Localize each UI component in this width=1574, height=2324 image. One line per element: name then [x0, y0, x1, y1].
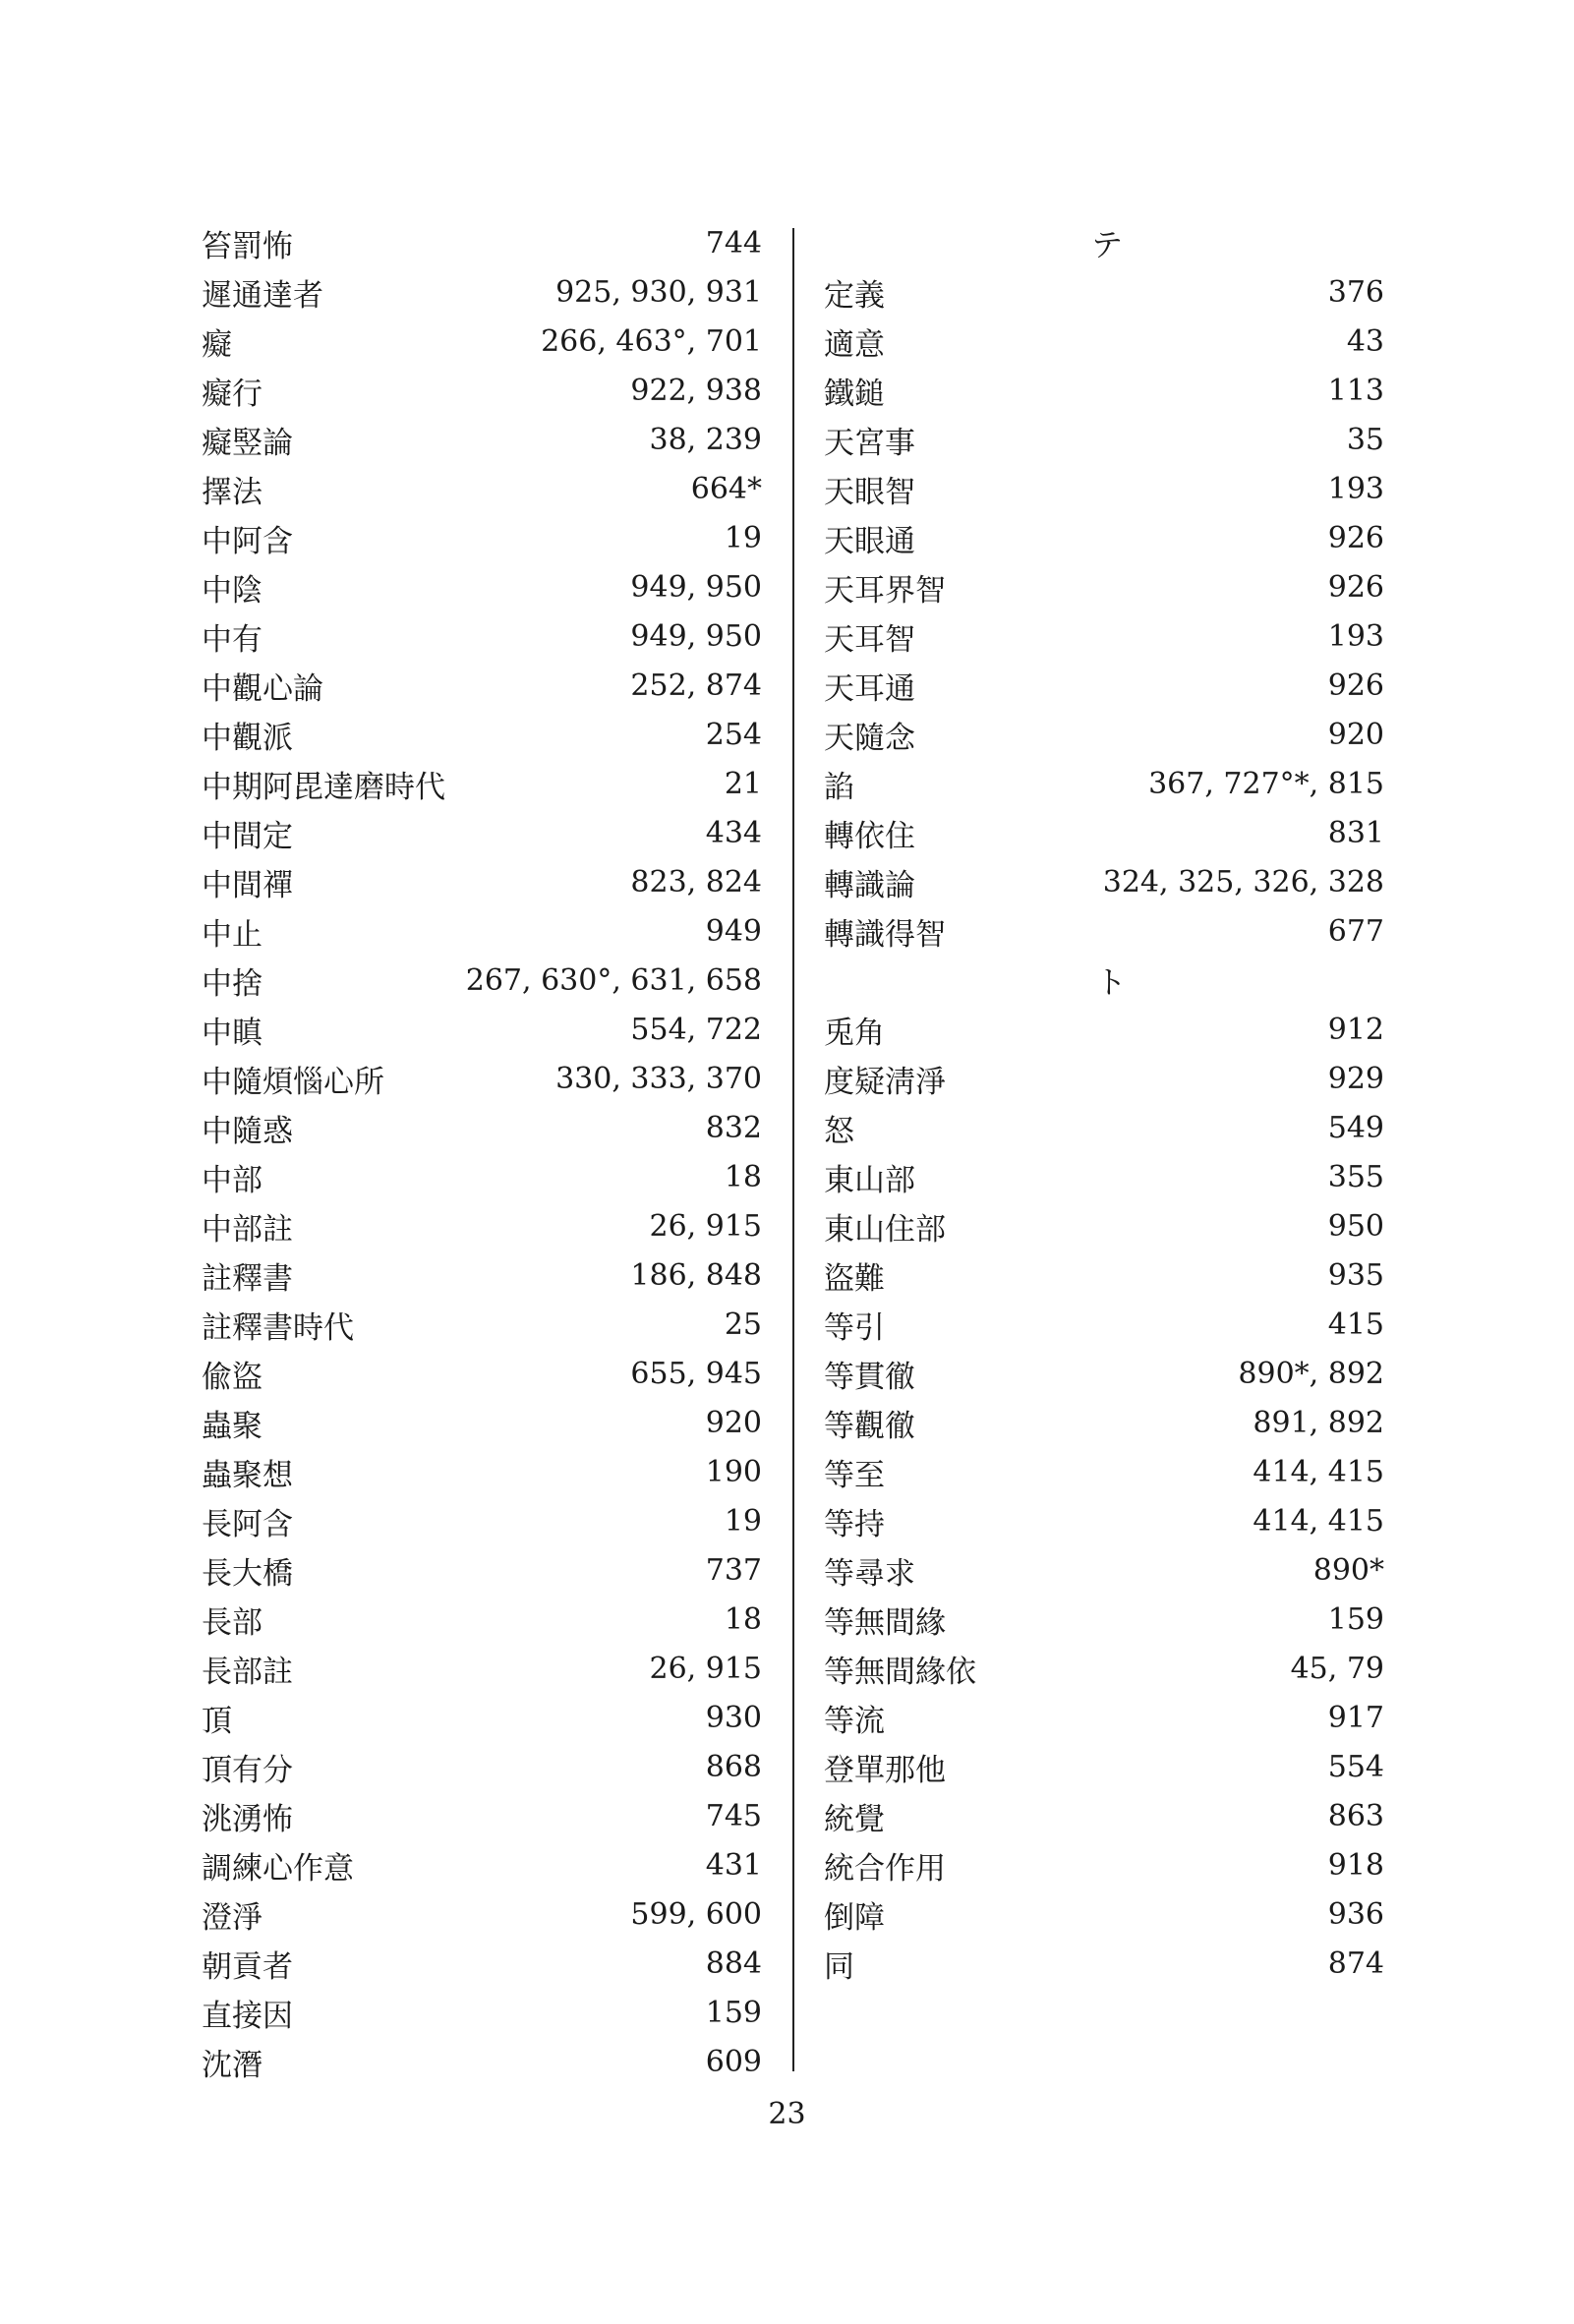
index-entry: [202, 1742, 762, 1791]
index-term: 度疑淸淨: [824, 1064, 946, 1100]
index-term: 等貫徹: [824, 1359, 915, 1395]
index-term: 盜難: [824, 1260, 885, 1297]
index-term: 直接因: [202, 1998, 293, 2034]
index-entry: [824, 1447, 1384, 1496]
index-term: 怒: [824, 1113, 854, 1149]
index-term: 中期阿毘達磨時代: [202, 769, 445, 805]
page-reference: 655, 945: [630, 1356, 762, 1391]
index-term: 統覺: [824, 1801, 885, 1837]
page-reference: 917: [1327, 1700, 1384, 1735]
index-term: 等無間緣依: [824, 1654, 976, 1690]
index-term: 鐵鎚: [824, 376, 885, 412]
index-entry: [824, 1496, 1384, 1545]
index-entry: [824, 415, 1384, 464]
index-term: 天耳通: [824, 670, 915, 707]
index-term: 轉識得智: [824, 916, 946, 953]
section-te-entries: [824, 267, 1384, 956]
page-reference: 936: [1327, 1896, 1384, 1932]
index-entry: [202, 1889, 762, 1939]
index-term: 天耳智: [824, 621, 915, 658]
page-reference: 912: [1327, 1012, 1384, 1047]
index-entry: [202, 1988, 762, 2037]
index-term: 長大橋: [202, 1555, 293, 1592]
page-reference: 925, 930, 931: [555, 274, 762, 310]
index-term: 中止: [202, 916, 262, 953]
page-reference: 38, 239: [649, 422, 762, 457]
page-reference: 19: [724, 1503, 762, 1539]
index-entry: [202, 1103, 762, 1152]
page-reference: 113: [1327, 373, 1384, 408]
page-reference: 920: [705, 1405, 762, 1440]
index-term: 頂有分: [202, 1752, 293, 1788]
index-entry: [202, 317, 762, 366]
index-term: 澄淨: [202, 1899, 262, 1936]
index-term: 中有: [202, 621, 262, 658]
index-entry: [202, 1201, 762, 1250]
page-reference: 926: [1327, 668, 1384, 703]
page-reference: 43: [1346, 323, 1384, 359]
index-term: 沈潛: [202, 2047, 262, 2083]
index-entry: [824, 759, 1384, 808]
index-term: 中間禪: [202, 867, 293, 903]
page-reference: 949: [705, 913, 762, 949]
section-to-entries: [824, 1005, 1384, 1988]
page-reference: 949, 950: [630, 618, 762, 654]
index-entry: [824, 1595, 1384, 1644]
page-reference: 376: [1327, 274, 1384, 310]
index-term: 癡竪論: [202, 425, 293, 461]
index-entry: [824, 1840, 1384, 1889]
index-term: 等至: [824, 1457, 885, 1493]
index-term: 洮湧怖: [202, 1801, 293, 1837]
page-reference: 549: [1327, 1110, 1384, 1145]
page-reference: 45, 79: [1290, 1651, 1384, 1686]
page-reference: 918: [1327, 1847, 1384, 1883]
index-term: 轉識論: [824, 867, 915, 903]
page-reference: 926: [1327, 569, 1384, 605]
index-entry: [202, 1939, 762, 1988]
index-term: 蟲聚: [202, 1408, 262, 1444]
page-reference: 434: [705, 815, 762, 850]
index-term: 偸盜: [202, 1359, 262, 1395]
index-entry: [202, 1054, 762, 1103]
index-entry: [202, 1250, 762, 1300]
index-entry: [824, 464, 1384, 513]
index-term: 註釋書: [202, 1260, 293, 1297]
index-entry: [824, 1054, 1384, 1103]
page-reference: 554: [1327, 1749, 1384, 1784]
index-entry: [202, 366, 762, 415]
page-reference: 554, 722: [630, 1012, 762, 1047]
page-reference: 35: [1346, 422, 1384, 457]
page-reference: 190: [705, 1454, 762, 1489]
page-reference: 414, 415: [1253, 1454, 1384, 1489]
page-reference: 890*: [1312, 1552, 1384, 1588]
index-term: 天耳界智: [824, 572, 946, 609]
index-entry: [202, 857, 762, 906]
index-term: 中瞋: [202, 1015, 262, 1051]
index-entry: [824, 1005, 1384, 1054]
index-term: 頂: [202, 1703, 232, 1739]
index-entry: [824, 1201, 1384, 1250]
page-reference: 355: [1327, 1159, 1384, 1194]
left-index-column: [202, 218, 762, 2086]
page-reference: 890*, 892: [1238, 1356, 1384, 1391]
page-reference: 599, 600: [630, 1896, 762, 1932]
page-reference: 949, 950: [630, 569, 762, 605]
index-entry: [824, 661, 1384, 710]
index-term: 癡行: [202, 376, 262, 412]
index-entry: [202, 1398, 762, 1447]
index-term: 等無間緣: [824, 1604, 946, 1641]
index-entry: [202, 1152, 762, 1201]
index-term: 天宮事: [824, 425, 915, 461]
column-divider: [792, 228, 794, 2071]
page-reference: 677: [1327, 913, 1384, 949]
page-reference: 431: [705, 1847, 762, 1883]
index-term: 調練心作意: [202, 1850, 354, 1887]
index-term: 等持: [824, 1506, 885, 1542]
index-entry: [824, 513, 1384, 562]
index-term: 註釋書時代: [202, 1309, 354, 1346]
index-entry: [202, 2037, 762, 2086]
index-term: 中隨惑: [202, 1113, 293, 1149]
page-reference: 26, 915: [649, 1208, 762, 1244]
section-heading-to: ト: [1095, 963, 1128, 1001]
page-reference: 863: [1327, 1798, 1384, 1833]
page-reference: 186, 848: [630, 1257, 762, 1293]
page-reference: 929: [1327, 1061, 1384, 1096]
index-term: 癡: [202, 326, 232, 363]
index-term: 中陰: [202, 572, 262, 609]
page-reference: 744: [705, 225, 762, 261]
index-entry: [824, 808, 1384, 857]
page-reference: 950: [1327, 1208, 1384, 1244]
page-reference: 18: [724, 1159, 762, 1194]
index-entry: [202, 1791, 762, 1840]
index-term: 蟲聚想: [202, 1457, 293, 1493]
page-reference: 267, 630°, 631, 658: [465, 962, 762, 998]
page-reference: 737: [705, 1552, 762, 1588]
index-entry: [824, 1103, 1384, 1152]
index-term: 天隨念: [824, 720, 915, 756]
index-term: 長部: [202, 1604, 262, 1641]
index-term: 天眼通: [824, 523, 915, 559]
page-reference: 193: [1327, 471, 1384, 506]
index-term: 中間定: [202, 818, 293, 854]
index-entry: [202, 1300, 762, 1349]
index-term: 適意: [824, 326, 885, 363]
index-entry: [202, 415, 762, 464]
index-term: 等觀徹: [824, 1408, 915, 1444]
page-reference: 415: [1327, 1307, 1384, 1342]
page-reference: 252, 874: [630, 668, 762, 703]
index-entry: [202, 218, 762, 267]
index-entry: [202, 1496, 762, 1545]
index-term: 天眼智: [824, 474, 915, 510]
index-entry: [202, 1595, 762, 1644]
index-entry: [202, 1005, 762, 1054]
page-reference: 159: [1327, 1601, 1384, 1637]
index-entry: [202, 1693, 762, 1742]
index-term: 定義: [824, 277, 885, 314]
index-term: 中捨: [202, 965, 262, 1002]
page-reference: 26, 915: [649, 1651, 762, 1686]
index-entry: [824, 317, 1384, 366]
page-reference: 254: [705, 717, 762, 752]
index-entry: [824, 1300, 1384, 1349]
index-term: 中部: [202, 1162, 262, 1198]
page-reference: 19: [724, 520, 762, 555]
page-reference: 823, 824: [630, 864, 762, 900]
index-term: 諂: [824, 769, 854, 805]
index-entry: [202, 1447, 762, 1496]
right-index-column: [824, 218, 1384, 1988]
page-reference: 935: [1327, 1257, 1384, 1293]
page-reference: 930: [705, 1700, 762, 1735]
index-term: 中阿含: [202, 523, 293, 559]
index-entry: [824, 1398, 1384, 1447]
index-entry: [202, 956, 762, 1005]
index-term: 同: [824, 1948, 854, 1985]
index-term: 東山部: [824, 1162, 915, 1198]
section-heading-te: テ: [1091, 226, 1124, 263]
index-entry: [202, 906, 762, 956]
index-entry: [824, 1742, 1384, 1791]
page-reference: 159: [705, 1995, 762, 2030]
index-entry: [202, 1644, 762, 1693]
index-term: 中隨煩惱心所: [202, 1064, 384, 1100]
index-term: 倒障: [824, 1899, 885, 1936]
index-term: 兎角: [824, 1015, 885, 1051]
index-term: 中觀心論: [202, 670, 323, 707]
index-entry: [202, 1840, 762, 1889]
index-entry: [202, 759, 762, 808]
page-reference: 926: [1327, 520, 1384, 555]
page-reference: 21: [724, 766, 762, 801]
page-reference: 330, 333, 370: [555, 1061, 762, 1096]
page-reference: 193: [1327, 618, 1384, 654]
index-term: 朝貢者: [202, 1948, 293, 1985]
index-entry: [824, 366, 1384, 415]
index-term: 等引: [824, 1309, 885, 1346]
page-reference: 367, 727°*, 815: [1148, 766, 1384, 801]
index-term: 中觀派: [202, 720, 293, 756]
page-reference: 868: [705, 1749, 762, 1784]
index-entry: [824, 1250, 1384, 1300]
page-reference: 745: [705, 1798, 762, 1833]
index-term: 長部註: [202, 1654, 293, 1690]
index-entry: [824, 1791, 1384, 1840]
index-entry: [202, 808, 762, 857]
page-reference: 884: [705, 1946, 762, 1981]
index-entry: [202, 267, 762, 317]
index-entry: [824, 1939, 1384, 1988]
index-term: 中部註: [202, 1211, 293, 1248]
index-term: 遲通達者: [202, 277, 323, 314]
index-entry: [202, 1349, 762, 1398]
index-term: 登單那他: [824, 1752, 946, 1788]
page-reference: 664*: [690, 471, 762, 506]
page-reference: 922, 938: [630, 373, 762, 408]
index-entry: [824, 857, 1384, 906]
index-entry: [202, 562, 762, 611]
index-entry: [824, 267, 1384, 317]
index-entry: [824, 906, 1384, 956]
page-reference: 266, 463°, 701: [541, 323, 762, 359]
index-entry: [824, 1349, 1384, 1398]
page-reference: 920: [1327, 717, 1384, 752]
index-entry: [202, 611, 762, 661]
index-entry: [824, 562, 1384, 611]
page-reference: 414, 415: [1253, 1503, 1384, 1539]
index-entry: [202, 710, 762, 759]
page-reference: 324, 325, 326, 328: [1102, 864, 1384, 900]
index-term: 長阿含: [202, 1506, 293, 1542]
index-entry: [202, 661, 762, 710]
page-reference: 25: [724, 1307, 762, 1342]
index-term: 統合作用: [824, 1850, 946, 1887]
index-term: 東山住部: [824, 1211, 946, 1248]
index-term: 轉依住: [824, 818, 915, 854]
page-reference: 831: [1327, 815, 1384, 850]
index-entry: [824, 710, 1384, 759]
page-reference: 891, 892: [1253, 1405, 1384, 1440]
index-entry: [824, 611, 1384, 661]
index-entry: [824, 1152, 1384, 1201]
index-entry: [824, 1889, 1384, 1939]
index-term: 等流: [824, 1703, 885, 1739]
index-term: 擇法: [202, 474, 262, 510]
page-reference: 609: [705, 2044, 762, 2079]
index-term: 等尋求: [824, 1555, 915, 1592]
page-number: 23: [768, 2097, 806, 2131]
index-term: 笞罰怖: [202, 228, 293, 264]
page-reference: 874: [1327, 1946, 1384, 1981]
index-entry: [824, 1545, 1384, 1595]
page-reference: 18: [724, 1601, 762, 1637]
index-entry: [824, 1644, 1384, 1693]
index-entry: [202, 1545, 762, 1595]
page-reference: 832: [705, 1110, 762, 1145]
index-entry: [202, 513, 762, 562]
index-entry: [202, 464, 762, 513]
index-entry: [824, 1693, 1384, 1742]
